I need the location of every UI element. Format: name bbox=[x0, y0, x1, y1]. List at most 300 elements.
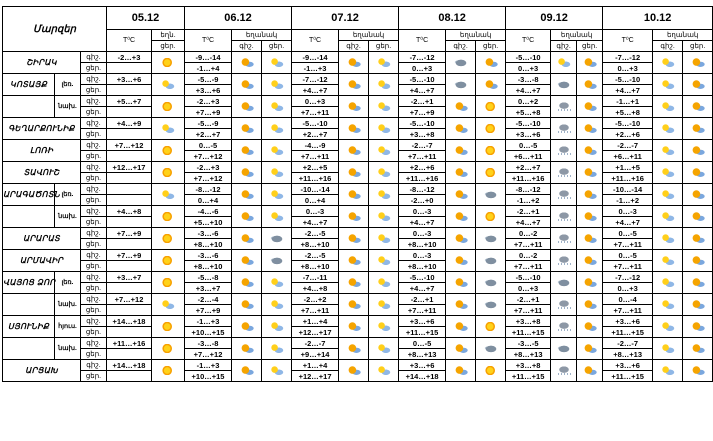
weather-icon-cell bbox=[262, 74, 292, 96]
temperature-value: -10…-14 bbox=[292, 184, 339, 195]
region-name bbox=[3, 338, 55, 360]
weather-icon-cell bbox=[653, 250, 683, 272]
night-label: գիշ. bbox=[81, 250, 107, 261]
temperature-value: -5…-10 bbox=[506, 52, 551, 63]
weather-icon-cell bbox=[446, 228, 476, 250]
weather-header: եղանակ bbox=[653, 30, 713, 41]
temperature-value: 0…-3 bbox=[399, 228, 446, 239]
day-label: ցեր. bbox=[81, 239, 107, 250]
weather-icon-cell bbox=[232, 338, 262, 360]
weather-icon-cell bbox=[476, 316, 506, 338]
weather-icon-cell bbox=[262, 360, 292, 382]
psun-icon bbox=[660, 322, 676, 331]
moon-icon bbox=[239, 278, 255, 287]
weather-icon-cell bbox=[683, 294, 713, 316]
temperature-value: 0…+3 bbox=[292, 96, 339, 107]
weather-icon-cell bbox=[446, 184, 476, 206]
temperature-value: +7…+12 bbox=[107, 294, 152, 305]
weather-icon-cell bbox=[369, 206, 399, 228]
temperature-value: +3…+6 bbox=[399, 316, 446, 327]
weather-icon-cell bbox=[262, 206, 292, 228]
weather-icon-cell bbox=[369, 338, 399, 360]
moon-icon bbox=[582, 256, 598, 265]
psun-icon bbox=[660, 168, 676, 177]
temperature-value: +1…+5 bbox=[603, 162, 653, 173]
temperature-value: +3…+6 bbox=[506, 129, 551, 140]
temperature-value: +6…+11 bbox=[506, 151, 551, 162]
weather-icon-cell bbox=[653, 272, 683, 294]
temperature-value: -2…-4 bbox=[185, 294, 232, 305]
region-row bbox=[3, 228, 713, 239]
moon-icon bbox=[239, 344, 255, 353]
region-row bbox=[3, 272, 713, 283]
moon-icon bbox=[239, 168, 255, 177]
region-row bbox=[3, 294, 713, 305]
day-header: ցեր. bbox=[152, 41, 185, 52]
moon-icon bbox=[346, 366, 362, 375]
weather-icon-cell bbox=[577, 338, 603, 360]
sun-icon bbox=[483, 322, 499, 331]
moon-icon bbox=[346, 102, 362, 111]
moon-icon bbox=[453, 256, 469, 265]
weather-icon-cell bbox=[262, 294, 292, 316]
region-row bbox=[3, 206, 713, 217]
sun-icon bbox=[483, 102, 499, 111]
temperature-value: +8…+13 bbox=[506, 349, 551, 360]
temperature-value: +7…+9 bbox=[107, 250, 152, 261]
psun-icon bbox=[269, 322, 285, 331]
temperature-value: +2…+6 bbox=[399, 162, 446, 173]
weather-icon-cell bbox=[577, 184, 603, 206]
temperature-value: -2…-5 bbox=[292, 228, 339, 239]
temp-header: T⁰C bbox=[506, 30, 551, 52]
temp-header: T⁰C bbox=[292, 30, 339, 52]
moon-icon bbox=[346, 58, 362, 67]
temperature-value: 0…+4 bbox=[292, 195, 339, 206]
psun-icon bbox=[376, 344, 392, 353]
psun-icon bbox=[556, 58, 572, 67]
night-label: գիշ. bbox=[81, 272, 107, 283]
region-name bbox=[3, 96, 55, 118]
temperature-value: -8…-12 bbox=[506, 184, 551, 195]
moon-icon bbox=[453, 102, 469, 111]
moon-icon bbox=[239, 256, 255, 265]
weather-icon-cell bbox=[476, 360, 506, 382]
temperature-value bbox=[107, 173, 152, 184]
temperature-value: +11…+16 bbox=[107, 338, 152, 349]
moon-icon bbox=[690, 256, 706, 265]
weather-icon-cell bbox=[232, 360, 262, 382]
forecast-body bbox=[3, 7, 713, 382]
region-row bbox=[3, 184, 713, 195]
weather-icon-cell bbox=[577, 52, 603, 74]
cloud-icon bbox=[483, 344, 499, 353]
region-name bbox=[3, 294, 55, 316]
weather-icon-cell bbox=[476, 74, 506, 96]
moon-icon bbox=[239, 102, 255, 111]
psun-icon bbox=[269, 190, 285, 199]
cloud-icon bbox=[483, 256, 499, 265]
temperature-value: +7…+11 bbox=[399, 151, 446, 162]
weather-icon-cell bbox=[476, 338, 506, 360]
moon-icon bbox=[483, 80, 499, 89]
region-name: ԿՈՏԱՅՔ bbox=[3, 74, 55, 96]
temperature-value: 0…-3 bbox=[603, 206, 653, 217]
temperature-value: -2…+2 bbox=[292, 294, 339, 305]
sun-icon bbox=[160, 278, 176, 287]
psun-icon bbox=[660, 80, 676, 89]
moon-icon bbox=[690, 190, 706, 199]
sun-icon bbox=[160, 146, 176, 155]
psun-icon bbox=[660, 256, 676, 265]
sun-icon bbox=[160, 168, 176, 177]
temperature-value: +11…+16 bbox=[292, 173, 339, 184]
region-name: ՇԻՐԱԿ bbox=[3, 52, 81, 74]
weather-icon-cell bbox=[339, 74, 369, 96]
weather-icon-cell bbox=[262, 316, 292, 338]
weather-icon-cell bbox=[551, 206, 577, 228]
temperature-value: -5…-10 bbox=[292, 118, 339, 129]
temperature-value: +3…+8 bbox=[506, 360, 551, 371]
temperature-value: +8…+10 bbox=[399, 261, 446, 272]
psun-icon bbox=[660, 102, 676, 111]
temperature-value: +7…+9 bbox=[107, 228, 152, 239]
psun-icon bbox=[376, 212, 392, 221]
weather-icon-cell bbox=[577, 360, 603, 382]
psun-icon bbox=[376, 300, 392, 309]
snow-icon bbox=[556, 300, 572, 309]
weather-header: եղն. bbox=[152, 30, 185, 41]
temperature-value: 0…+3 bbox=[603, 63, 653, 74]
temperature-value: +7…+11 bbox=[506, 239, 551, 250]
temperature-value: +3…+8 bbox=[399, 129, 446, 140]
cloud-icon bbox=[453, 80, 469, 89]
temperature-value: +5…+10 bbox=[185, 217, 232, 228]
temperature-value: +11…+16 bbox=[506, 173, 551, 184]
weather-icon-cell bbox=[446, 162, 476, 184]
night-label: գիշ. bbox=[81, 52, 107, 63]
temperature-value: +7…+11 bbox=[292, 151, 339, 162]
weather-icon-cell bbox=[152, 162, 185, 184]
temperature-value: -5…-10 bbox=[399, 74, 446, 85]
temperature-value: -2…+3 bbox=[185, 162, 232, 173]
temperature-value: -5…-10 bbox=[506, 272, 551, 283]
temperature-value: +9…+14 bbox=[292, 349, 339, 360]
moon-icon bbox=[582, 212, 598, 221]
psun-icon bbox=[160, 124, 176, 133]
weather-icon-cell bbox=[152, 206, 185, 228]
temperature-value: +8…+10 bbox=[292, 239, 339, 250]
weather-icon-cell bbox=[446, 338, 476, 360]
date-header: 06.12 bbox=[185, 7, 292, 30]
moon-icon bbox=[582, 278, 598, 287]
temperature-value bbox=[107, 261, 152, 272]
weather-icon-cell bbox=[683, 118, 713, 140]
weather-icon-cell bbox=[152, 360, 185, 382]
temperature-value: +14…+18 bbox=[107, 316, 152, 327]
night-header: գիշ. bbox=[653, 41, 683, 52]
region-row bbox=[3, 250, 713, 261]
weather-icon-cell bbox=[653, 118, 683, 140]
sun-icon bbox=[160, 344, 176, 353]
night-label: գիշ. bbox=[81, 74, 107, 85]
weather-icon-cell bbox=[152, 52, 185, 74]
temperature-value: 0…-2 bbox=[506, 228, 551, 239]
temperature-value: -7…-12 bbox=[399, 52, 446, 63]
weather-icon-cell bbox=[232, 206, 262, 228]
psun-icon bbox=[160, 300, 176, 309]
weather-icon-cell bbox=[152, 316, 185, 338]
weather-icon-cell bbox=[683, 228, 713, 250]
temperature-value: +11…+15 bbox=[506, 327, 551, 338]
weather-icon-cell bbox=[683, 272, 713, 294]
regions-header: Մարզեր bbox=[3, 7, 107, 52]
temperature-value: -5…-10 bbox=[603, 74, 653, 85]
temperature-value: -2…-7 bbox=[603, 140, 653, 151]
night-label: գիշ. bbox=[81, 140, 107, 151]
moon-icon bbox=[582, 344, 598, 353]
temperature-value: -2…+1 bbox=[399, 96, 446, 107]
weather-icon-cell bbox=[232, 162, 262, 184]
weather-icon-cell bbox=[653, 316, 683, 338]
cloud-icon bbox=[269, 256, 285, 265]
night-label: գիշ. bbox=[81, 338, 107, 349]
temperature-value: +8…+10 bbox=[292, 261, 339, 272]
snow-icon bbox=[556, 234, 572, 243]
temperature-value: 0…-3 bbox=[399, 250, 446, 261]
weather-icon-cell bbox=[446, 52, 476, 74]
subregion-label: նախ. bbox=[55, 338, 81, 360]
psun-icon bbox=[660, 300, 676, 309]
moon-icon bbox=[453, 366, 469, 375]
weather-icon-cell bbox=[551, 250, 577, 272]
weather-icon-cell bbox=[653, 140, 683, 162]
weather-icon-cell bbox=[476, 294, 506, 316]
snow-icon bbox=[556, 366, 572, 375]
moon-icon bbox=[346, 234, 362, 243]
temperature-value: -10…-14 bbox=[603, 184, 653, 195]
moon-icon bbox=[690, 58, 706, 67]
temperature-value bbox=[107, 129, 152, 140]
moon-icon bbox=[582, 124, 598, 133]
region-row bbox=[3, 118, 713, 129]
weather-icon-cell bbox=[653, 162, 683, 184]
temperature-value: +12…+17 bbox=[107, 162, 152, 173]
weather-icon-cell bbox=[152, 338, 185, 360]
temperature-value: 0…+3 bbox=[603, 283, 653, 294]
weather-icon-cell bbox=[152, 140, 185, 162]
temperature-value: -1…+1 bbox=[603, 96, 653, 107]
temperature-value: 0…-5 bbox=[506, 140, 551, 151]
temperature-value: +3…+6 bbox=[185, 85, 232, 96]
temperature-value: -1…+3 bbox=[185, 316, 232, 327]
moon-icon bbox=[582, 58, 598, 67]
temperature-value bbox=[107, 85, 152, 96]
temperature-value: +8…+10 bbox=[399, 239, 446, 250]
weather-icon-cell bbox=[262, 118, 292, 140]
weather-icon-cell bbox=[232, 250, 262, 272]
temperature-value: +10…+15 bbox=[185, 327, 232, 338]
temperature-value: -5…-10 bbox=[399, 118, 446, 129]
temp-header: T⁰C bbox=[185, 30, 232, 52]
region-name: ԱՐԱՐԱՏ bbox=[3, 228, 81, 250]
weather-icon-cell bbox=[577, 250, 603, 272]
temperature-value: +7…+9 bbox=[399, 107, 446, 118]
night-header: գիշ. bbox=[339, 41, 369, 52]
temperature-value: -2…+3 bbox=[185, 96, 232, 107]
weather-icon-cell bbox=[551, 118, 577, 140]
psun-icon bbox=[376, 168, 392, 177]
subregion-label: նախ. bbox=[55, 294, 81, 316]
temperature-value: -8…-12 bbox=[399, 184, 446, 195]
moon-icon bbox=[453, 190, 469, 199]
weather-icon-cell bbox=[446, 96, 476, 118]
psun-icon bbox=[269, 168, 285, 177]
psun-icon bbox=[160, 80, 176, 89]
weather-icon-cell bbox=[653, 228, 683, 250]
weather-icon-cell bbox=[369, 316, 399, 338]
weather-icon-cell bbox=[446, 250, 476, 272]
region-row bbox=[3, 140, 713, 151]
temp-header: T⁰C bbox=[603, 30, 653, 52]
weather-icon-cell bbox=[683, 250, 713, 272]
temperature-value: +7…+11 bbox=[292, 305, 339, 316]
weather-icon-cell bbox=[683, 74, 713, 96]
day-header: ցեր. bbox=[683, 41, 713, 52]
weather-icon-cell bbox=[551, 162, 577, 184]
temperature-value: +5…+7 bbox=[107, 96, 152, 107]
psun-icon bbox=[269, 146, 285, 155]
weather-icon-cell bbox=[339, 316, 369, 338]
moon-icon bbox=[690, 102, 706, 111]
moon-icon bbox=[453, 168, 469, 177]
temperature-value: -8…-12 bbox=[185, 184, 232, 195]
psun-icon bbox=[269, 58, 285, 67]
weather-icon-cell bbox=[232, 294, 262, 316]
temperature-value: 0…-3 bbox=[292, 206, 339, 217]
weather-icon-cell bbox=[369, 96, 399, 118]
temperature-value: +12…+17 bbox=[292, 327, 339, 338]
weather-icon-cell bbox=[683, 184, 713, 206]
moon-icon bbox=[239, 124, 255, 133]
psun-icon bbox=[660, 234, 676, 243]
weather-icon-cell bbox=[262, 162, 292, 184]
moon-icon bbox=[239, 80, 255, 89]
temperature-value bbox=[107, 217, 152, 228]
moon-icon bbox=[346, 124, 362, 133]
temperature-value: +4…+7 bbox=[292, 85, 339, 96]
night-label: գիշ. bbox=[81, 162, 107, 173]
temperature-value: +1…+4 bbox=[292, 316, 339, 327]
weather-icon-cell bbox=[369, 294, 399, 316]
weather-icon-cell bbox=[577, 294, 603, 316]
moon-icon bbox=[582, 234, 598, 243]
moon-icon bbox=[346, 256, 362, 265]
region-row bbox=[3, 96, 713, 107]
temperature-value: -2…+0 bbox=[399, 195, 446, 206]
region-name: ՍՅՈՒՆԻՔ bbox=[3, 316, 55, 338]
moon-icon bbox=[346, 344, 362, 353]
region-name: ԳԵՂԱՐՔՈՒՆԻՔ bbox=[3, 118, 81, 140]
weather-icon-cell bbox=[653, 294, 683, 316]
moon-icon bbox=[453, 278, 469, 287]
moon-icon bbox=[346, 146, 362, 155]
weather-icon-cell bbox=[683, 140, 713, 162]
temperature-value: -7…-12 bbox=[603, 52, 653, 63]
temperature-value: +3…+8 bbox=[506, 316, 551, 327]
temperature-value: +7…+11 bbox=[506, 305, 551, 316]
temperature-value bbox=[107, 349, 152, 360]
temperature-value: +2…+7 bbox=[292, 129, 339, 140]
moon-icon bbox=[346, 212, 362, 221]
moon-icon bbox=[453, 146, 469, 155]
header-dates-row bbox=[3, 7, 713, 30]
temperature-value: -5…-10 bbox=[506, 118, 551, 129]
psun-icon bbox=[376, 80, 392, 89]
day-label: ցեր. bbox=[81, 327, 107, 338]
weather-icon-cell bbox=[262, 272, 292, 294]
moon-icon bbox=[690, 80, 706, 89]
weather-icon-cell bbox=[339, 250, 369, 272]
snow-icon bbox=[556, 124, 572, 133]
moon-icon bbox=[582, 146, 598, 155]
psun-icon bbox=[376, 322, 392, 331]
cloud-icon bbox=[483, 190, 499, 199]
temperature-value: +11…+15 bbox=[603, 327, 653, 338]
weather-icon-cell bbox=[369, 184, 399, 206]
weather-icon-cell bbox=[551, 96, 577, 118]
weather-icon-cell bbox=[653, 184, 683, 206]
temperature-value: -5…-8 bbox=[185, 272, 232, 283]
weather-icon-cell bbox=[683, 360, 713, 382]
region-name: ԱՐՑԱԽ bbox=[3, 360, 81, 382]
weather-icon-cell bbox=[262, 52, 292, 74]
temperature-value: +7…+11 bbox=[399, 305, 446, 316]
day-header: ցեր. bbox=[577, 41, 603, 52]
weather-icon-cell bbox=[476, 52, 506, 74]
temperature-value: +7…+9 bbox=[185, 107, 232, 118]
weather-icon-cell bbox=[339, 140, 369, 162]
temperature-value: +14…+18 bbox=[399, 371, 446, 382]
temperature-value: +4…+7 bbox=[603, 85, 653, 96]
temperature-value: +8…+13 bbox=[603, 349, 653, 360]
moon-icon bbox=[453, 300, 469, 309]
temperature-value: -5…-10 bbox=[399, 272, 446, 283]
temperature-value: +4…+8 bbox=[107, 206, 152, 217]
night-label: գիշ. bbox=[81, 206, 107, 217]
subregion-label: լեռ. bbox=[55, 74, 81, 96]
weather-icon-cell bbox=[551, 272, 577, 294]
temperature-value: +6…+11 bbox=[603, 151, 653, 162]
night-label: գիշ. bbox=[81, 360, 107, 371]
forecast-table bbox=[2, 6, 713, 382]
temperature-value: -7…-11 bbox=[292, 272, 339, 283]
night-header: գիշ. bbox=[446, 41, 476, 52]
sun-icon bbox=[483, 146, 499, 155]
weather-icon-cell bbox=[653, 74, 683, 96]
weather-icon-cell bbox=[369, 250, 399, 272]
weather-icon-cell bbox=[369, 140, 399, 162]
weather-icon-cell bbox=[369, 52, 399, 74]
weather-icon-cell bbox=[476, 250, 506, 272]
day-header: ցեր. bbox=[262, 41, 292, 52]
weather-icon-cell bbox=[683, 338, 713, 360]
temperature-value: -7…-12 bbox=[603, 272, 653, 283]
psun-icon bbox=[269, 124, 285, 133]
weather-icon-cell bbox=[339, 184, 369, 206]
temperature-value: +2…+7 bbox=[185, 129, 232, 140]
psun-icon bbox=[660, 278, 676, 287]
